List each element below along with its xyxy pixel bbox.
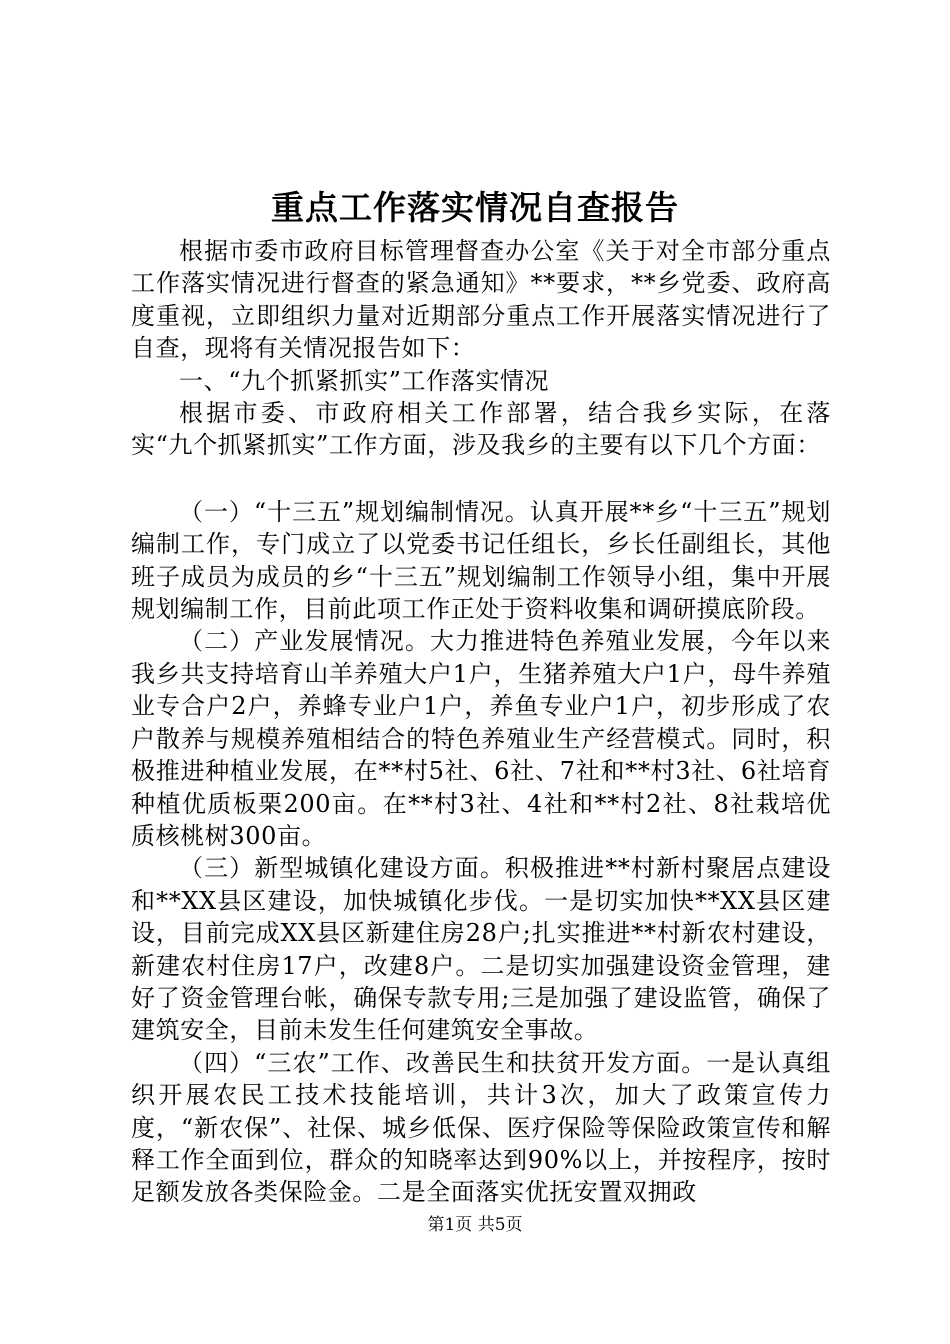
document-body — [131, 235, 831, 1209]
item-1-paragraph: （一）“十三五”规划编制情况。认真开展**乡“十三五”规划编制工作，专门成立了以党委书记任组长，乡长任副组长，其他班子成员为成员的乡“十三五”规划编制工作领导小组，集中开展规划编制工作，目前此项工作正处于资料收集和调研摸底阶段。 — [131, 497, 831, 624]
item-2-paragraph: （二）产业发展情况。大力推进特色养殖业发展，今年以来我乡共支持培育山羊养殖大户1户，生猪养殖大户1户，母牛养殖业专合户2户，养蜂专业户1户，养鱼专业户1户，初步形成了农户散养与规模养殖相结合的特色养殖业生产经营模式。同时，积极推进种植业发展，在**村5社、6社、7社和**村3社、6社培育种植优质板栗200亩。在**村3社、4社和**村2社、8社栽培优质核桃树300亩。 — [131, 627, 831, 850]
item-3-paragraph: （三）新型城镇化建设方面。积极推进**村新村聚居点建设和**XX县区建设，加快城镇化步伐。一是切实加快**XX县区建设，目前完成XX县区新建住房28户;扎实推进**村新农村建设，新建农村住房17户，改建8户。二是切实加强建设资金管理，建好了资金管理台帐，确保专款专用;三是加强了建设监管，确保了建筑安全，目前未发生任何建筑安全事故。 — [131, 854, 831, 1045]
item-4-paragraph: （四）“三农”工作、改善民生和扶贫开发方面。一是认真组织开展农民工技术技能培训，共计3次，加大了政策宣传力度，“新农保”、社保、城乡低保、医疗保险等保险政策宣传和解释工作全面到位，群众的知晓率达到90%以上，并按程序，按时足额发放各类保险金。二是全面落实优抚安置双拥政 — [131, 1048, 831, 1207]
intro-paragraph: 根据市委市政府目标管理督查办公室《关于对全市部分重点工作落实情况进行督查的紧急通知》**要求，**乡党委、政府高度重视，立即组织力量对近期部分重点工作开展落实情况进行了自查，现将有关情况报告如下： — [131, 237, 831, 363]
page-footer: 第1页 共5页 — [427, 1215, 523, 1235]
document-title: 重点工作落实情况自查报告 — [271, 188, 679, 227]
section-intro-paragraph: 根据市委、市政府相关工作部署，结合我乡实际，在落实“九个抓紧抓实”工作方面，涉及我乡的主要有以下几个方面： — [131, 399, 831, 460]
section-heading: 一、“九个抓紧抓实”工作落实情况 — [179, 366, 550, 395]
